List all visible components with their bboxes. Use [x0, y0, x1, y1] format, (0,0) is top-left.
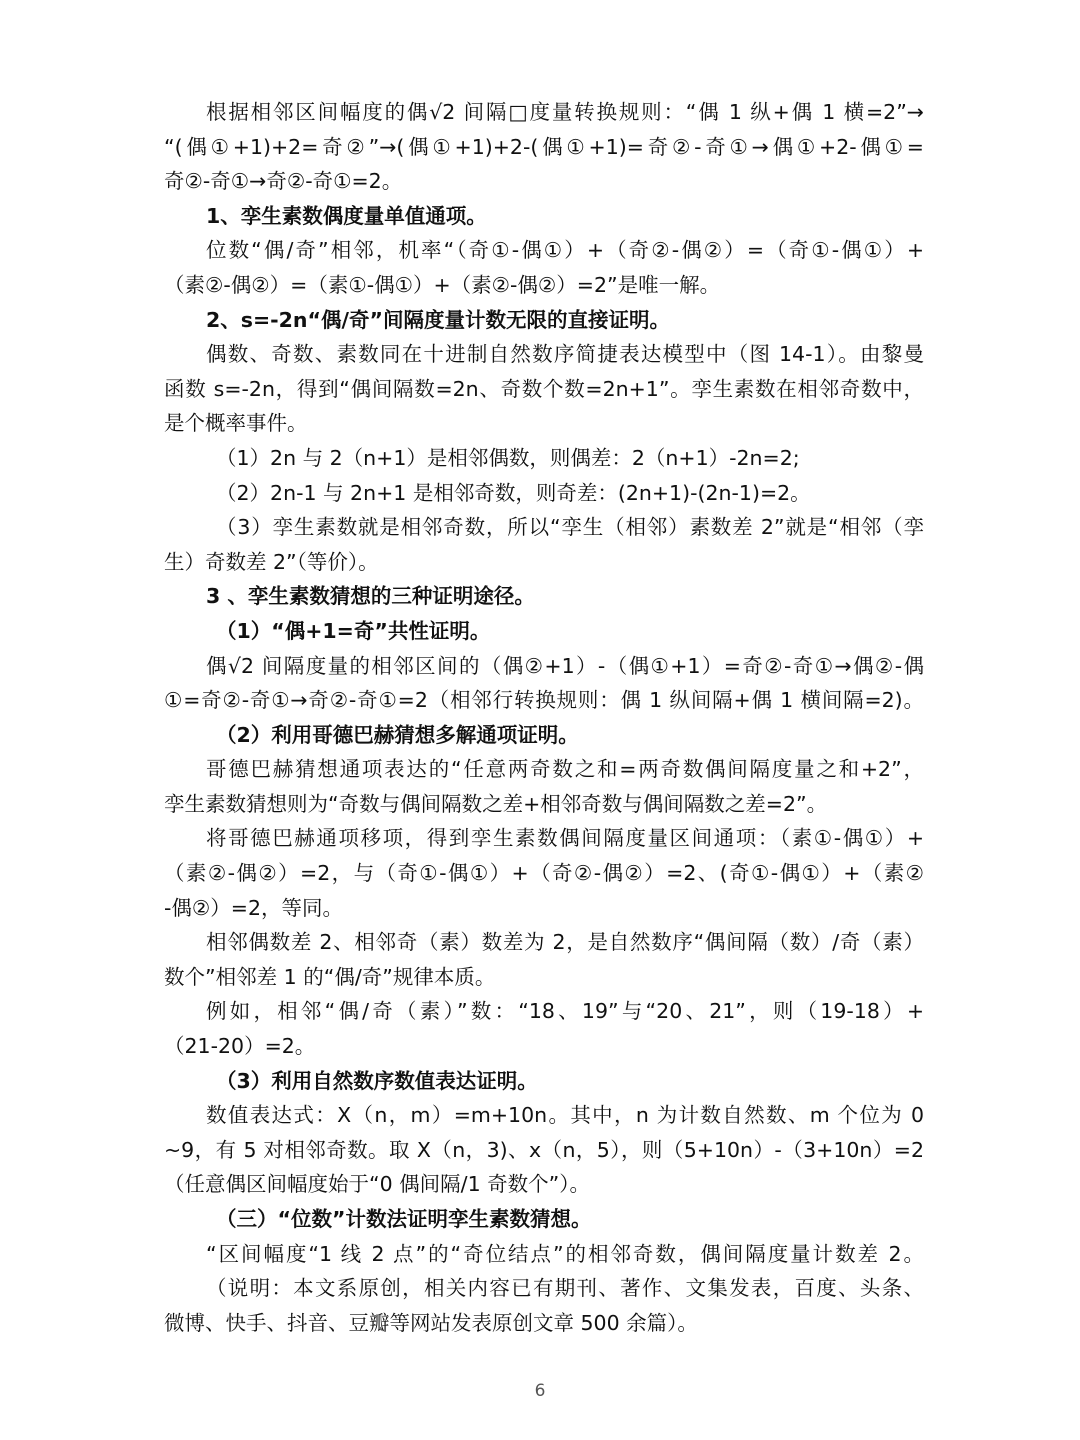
paragraph-line: 数个”相邻差 1 的“偶/奇”规律本质。	[164, 964, 496, 989]
paragraph-line: -偶②）=2，等同。	[164, 895, 343, 920]
section-heading: （2）利用哥德巴赫猜想多解通项证明。	[216, 722, 579, 747]
paragraph-line: 数值表达式：X（n，m）=m+10n。其中，n 为计数自然数、m 个位为 0	[206, 1103, 924, 1128]
page-number: 6	[534, 1381, 546, 1401]
paragraph-line: 微博、快手、抖音、豆瓣等网站发表原创文章 500 余篇）。	[164, 1310, 698, 1335]
paragraph-line: （3）孪生素数就是相邻奇数，所以“孪生（相邻）素数差 2”就是“相邻（孪	[216, 515, 924, 540]
paragraph-line: “区间幅度“1 线 2 点”的“奇位结点”的相邻奇数，偶间隔度量计数差 2。	[206, 1241, 924, 1266]
paragraph-line: ①=奇②-奇①→奇②-奇①=2（相邻行转换规则：偶 1 纵间隔+偶 1 横间隔=2)。	[164, 688, 924, 713]
paragraph-line: 函数 s=-2n，得到“偶间隔数=2n、奇数个数=2n+1”。孪生素数在相邻奇数中，	[164, 376, 924, 401]
paragraph-line: 是个概率事件。	[164, 411, 308, 436]
section-heading: 3 、孪生素数猜想的三种证明途径。	[206, 584, 535, 609]
paragraph-line: 奇②-奇①→奇②-奇①=2。	[164, 169, 403, 194]
section-heading: （1）“偶+1=奇”共性证明。	[216, 618, 491, 643]
paragraph-line: （素②-偶②）=2，与（奇①-偶①）+（奇②-偶②）=2、(奇①-偶①）+（素②	[164, 861, 924, 886]
paragraph-line: 将哥德巴赫通项移项，得到孪生素数偶间隔度量区间通项：（素①-偶①）+	[206, 826, 924, 851]
paragraph-line: （任意偶区间幅度始于“0 偶间隔/1 奇数个”）。	[164, 1172, 591, 1197]
section-heading: （三）“位数”计数法证明孪生素数猜想。	[216, 1207, 592, 1231]
paragraph-line: 例如，相邻“偶/奇（素）”数：“18、19”与“20、21”，则（19-18）+	[206, 999, 924, 1024]
paragraph-line: 生）奇数差 2”（等价）。	[164, 549, 379, 574]
paragraph-line: ~9，有 5 对相邻奇数。取 X（n，3)、x（n，5），则（5+10n）-（3+10n）=2	[164, 1137, 924, 1162]
paragraph-line: 相邻偶数差 2、相邻奇（素）数差为 2，是自然数序“偶间隔（数）/奇（素）	[206, 930, 924, 955]
paragraph-line: 偶√2 间隔度量的相邻区间的（偶②+1）-（偶①+1）=奇②-奇①→偶②-偶	[206, 653, 924, 678]
paragraph-line: 偶数、奇数、素数同在十进制自然数序简捷表达模型中（图 14-1）。由黎曼	[206, 342, 924, 367]
paragraph-line: 哥德巴赫猜想通项表达的“任意两奇数之和=两奇数偶间隔度量之和+2”，	[206, 757, 924, 782]
paragraph-line: 孪生素数猜想则为“奇数与偶间隔数之差+相邻奇数与偶间隔数之差=2”。	[164, 791, 828, 816]
paragraph-line: 根据相邻区间幅度的偶√2 间隔□度量转换规则：“偶 1 纵+偶 1 横=2”→	[206, 100, 924, 124]
paragraph-line: （说明：本文系原创，相关内容已有期刊、著作、文集发表，百度、头条、	[206, 1276, 924, 1301]
paragraph-line: （21-20）=2。	[164, 1034, 316, 1059]
section-heading: 2、s=-2n“偶/奇”间隔度量计数无限的直接证明。	[206, 307, 670, 332]
paragraph-line: “(偶①+1)+2=奇②”→(偶①+1)+2-(偶①+1)=奇②-奇①→偶①+2-偶①=	[164, 134, 924, 159]
document-body	[164, 95, 924, 1340]
paragraph-line: （素②-偶②）=（素①-偶①）+（素②-偶②）=2”是唯一解。	[164, 272, 721, 297]
paragraph-line: （2）2n-1 与 2n+1 是相邻奇数，则奇差：(2n+1)-(2n-1)=2。	[216, 480, 811, 505]
section-heading: （3）利用自然数序数值表达证明。	[216, 1068, 538, 1093]
paragraph-line: （1）2n 与 2（n+1）是相邻偶数，则偶差：2（n+1）-2n=2;	[216, 445, 800, 470]
section-heading: 1、孪生素数偶度量单值通项。	[206, 203, 487, 228]
paragraph-line: 位数“偶/奇”相邻，机率“（奇①-偶①）+（奇②-偶②）=（奇①-偶①）+	[206, 238, 924, 263]
